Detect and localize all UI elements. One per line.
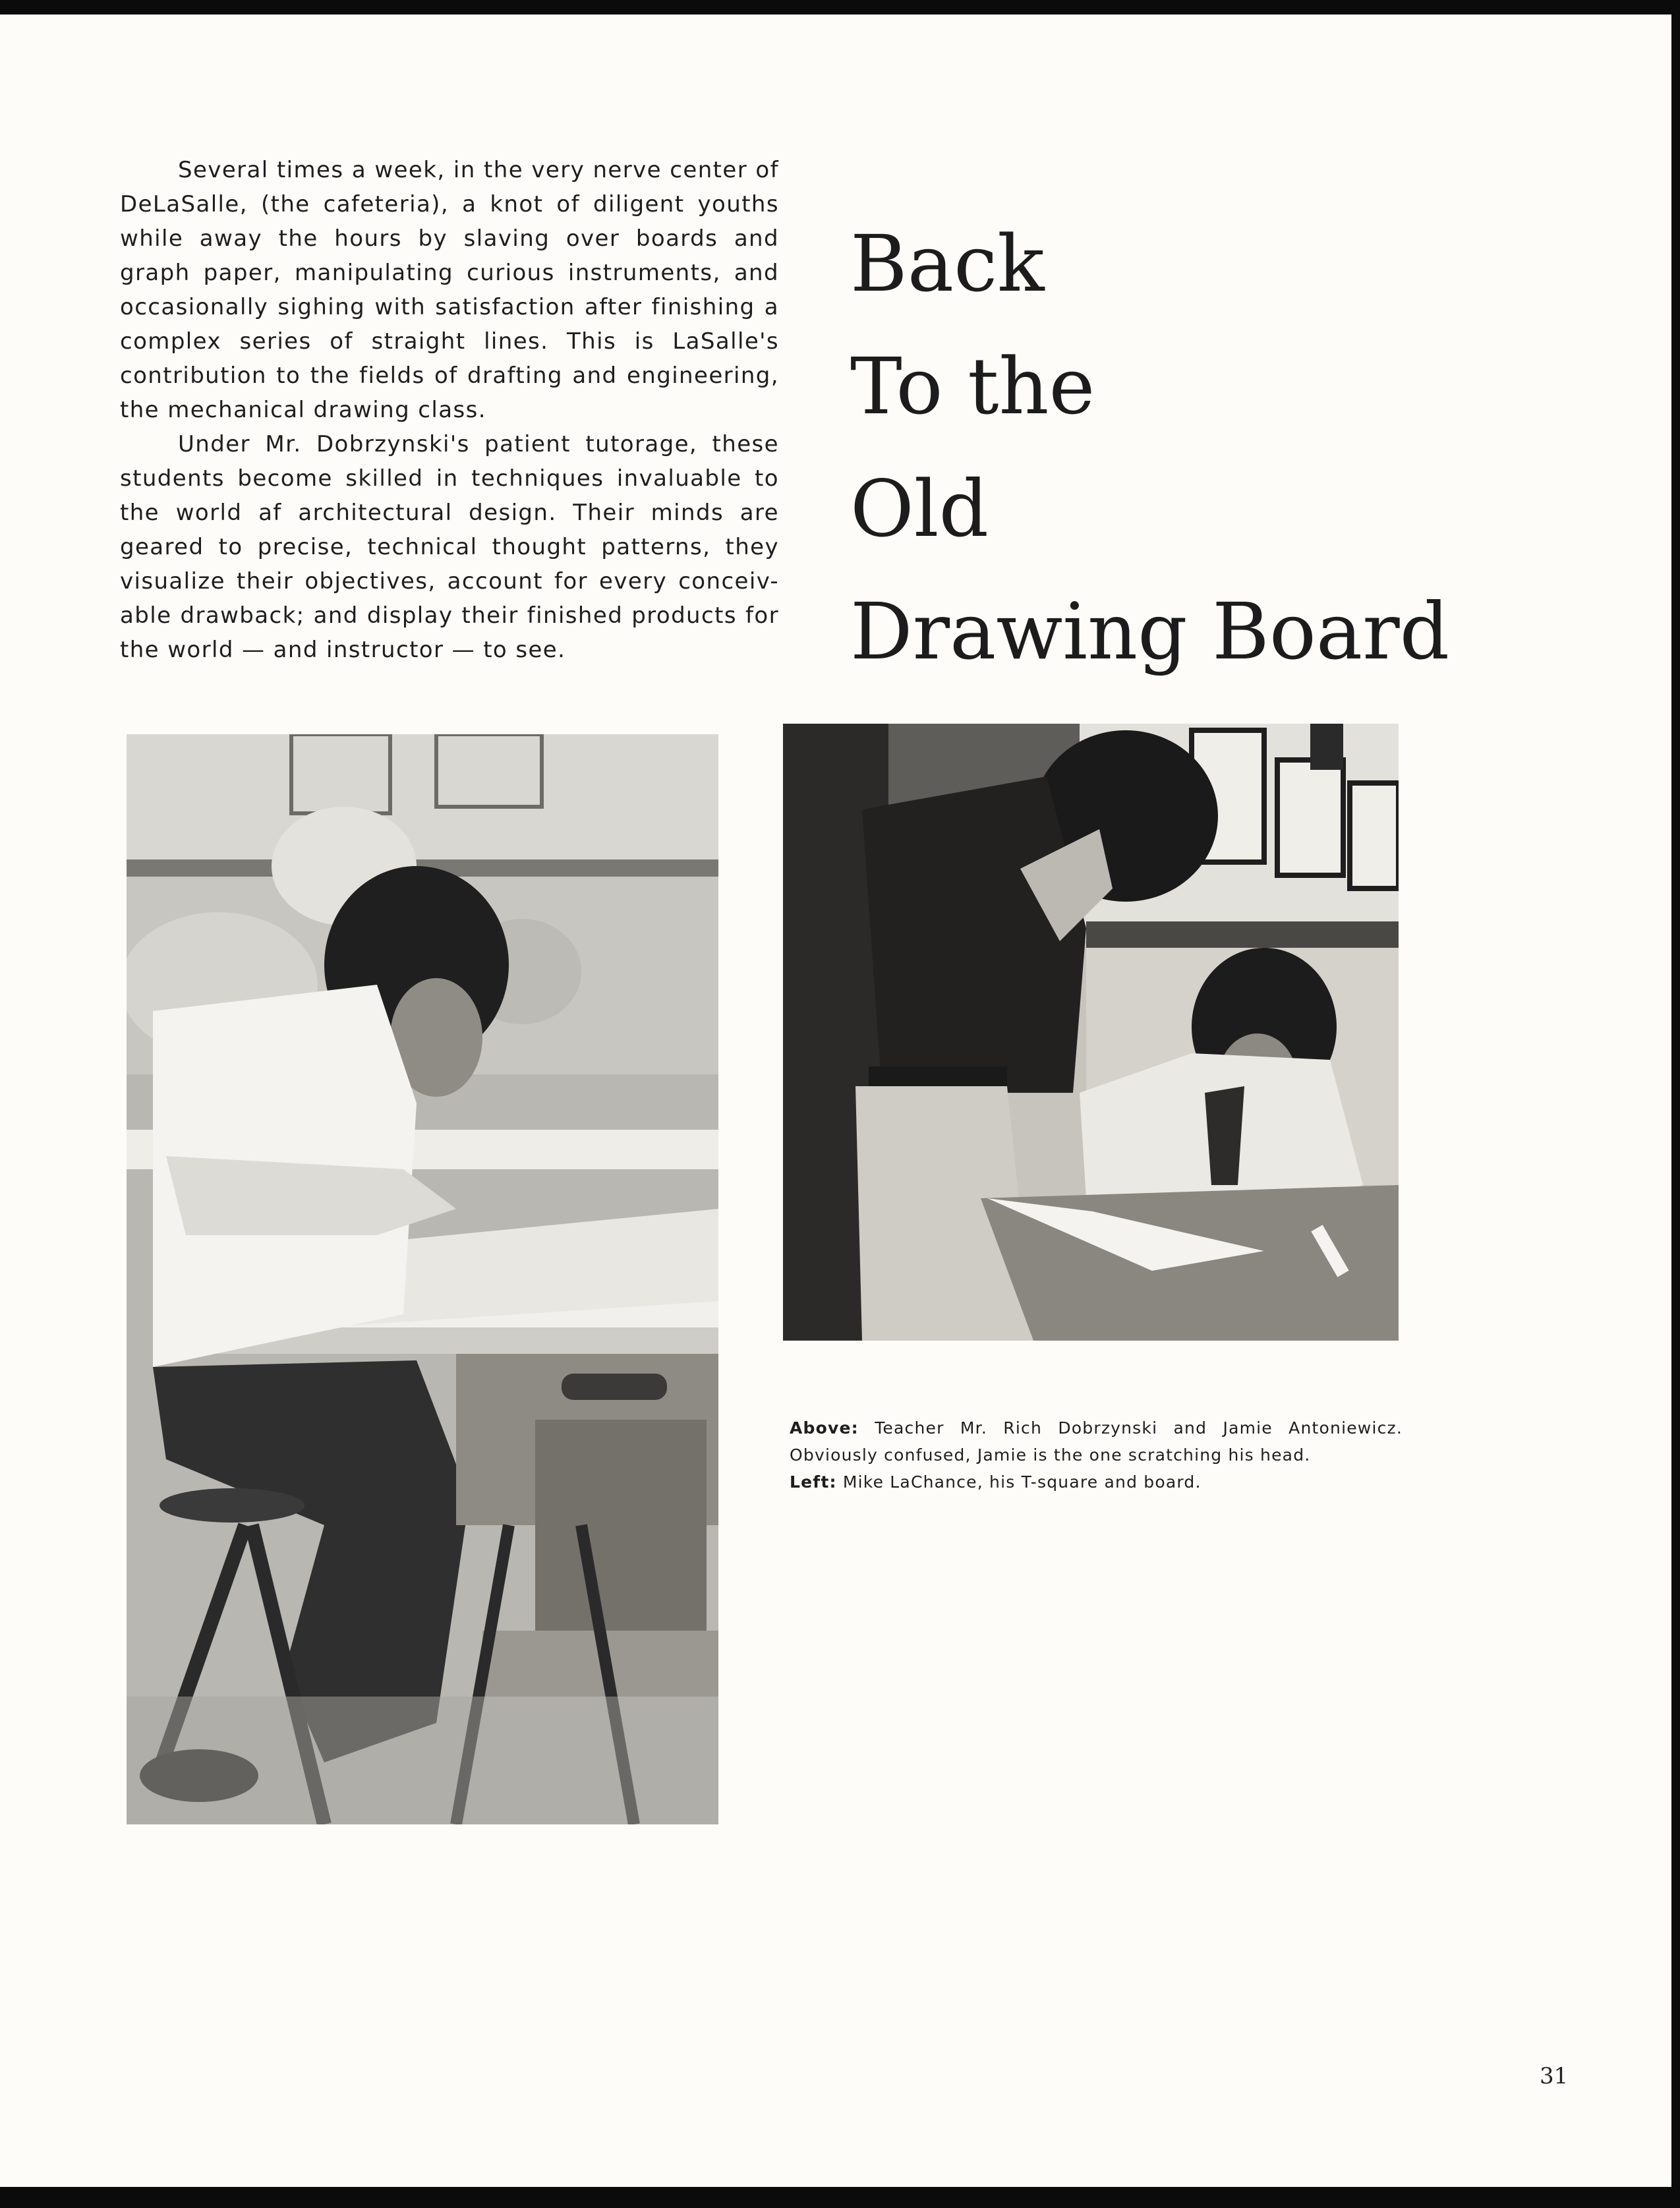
photo-student-drafting [127,734,718,1824]
article-paragraph-2: Under Mr. Dobrzynski's patient tutorage, these students become skilled in techniques invaluable to the world af architectural design. Their minds are geared to precise, technical thought patterns, they visualize their objectives, account for every conceiv-able drawback; and display their finished products for the world — and instructor — to see. [120,431,779,663]
caption-left-text: Mike LaChance, his T-square and board. [842,1472,1202,1492]
caption-left-label: Left: [790,1472,837,1492]
photo-teacher-student [783,724,1399,1341]
article-paragraph-1: Several times a week, in the very nerve center of DeLaSalle, (the cafeteria), a knot of diligent youths while away the hours by slaving over boards and graph paper, manipulating curious instruments, and occasionally sighing with satisfaction after finishing a complex series of straight lines. This is LaSalle's contribution to the fields of drafting and engineering, the mechanical drawing class. [120,157,779,423]
photo-caption [790,1414,1403,1496]
page-title [850,202,1450,693]
caption-above-label: Above: [790,1418,859,1438]
photo-student-drafting-image [127,734,718,1824]
title-line-2: To the [850,341,1095,432]
title-line-3: Old [850,463,989,554]
yearbook-page [0,15,1671,2187]
title-line-4: Drawing Board [850,586,1450,677]
article-text [120,153,779,667]
title-line-1: Back [850,218,1045,309]
photo-teacher-student-image [783,724,1399,1341]
page-number: 31 [1540,2063,1569,2089]
caption-above-text: Teacher Mr. Rich Dobrzynski and Jamie Antoniewicz. Obviously confused, Jamie is the one scratching his head. [790,1418,1403,1465]
